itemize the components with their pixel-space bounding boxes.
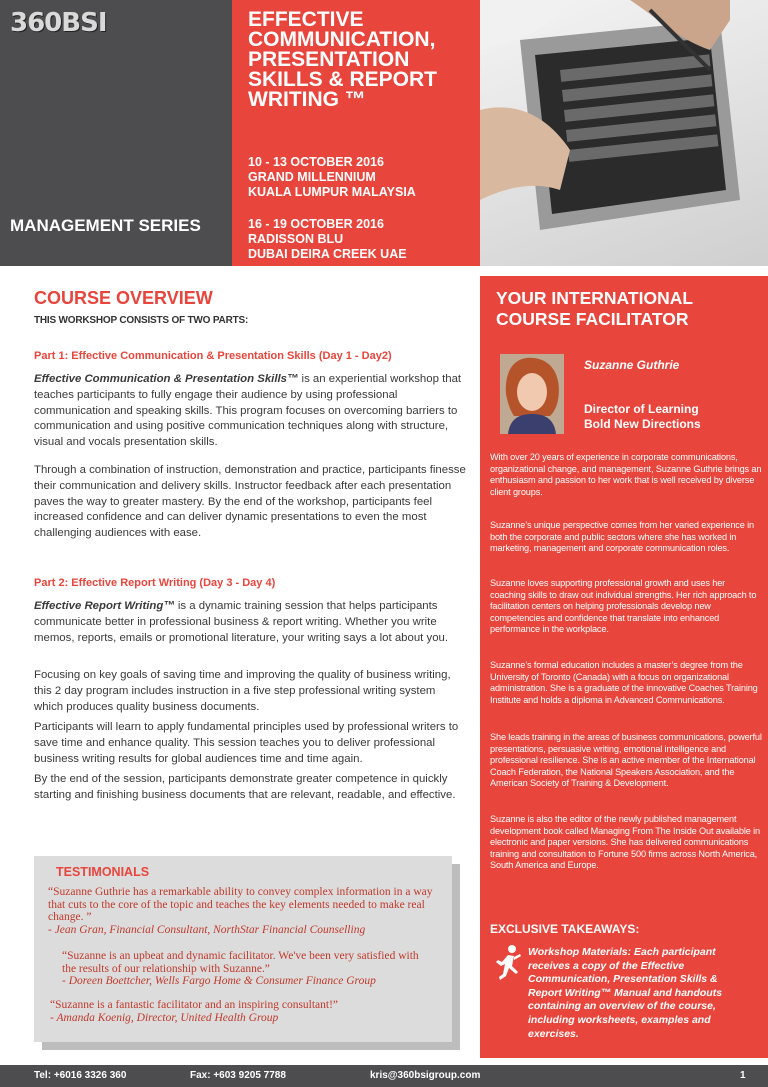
facilitator-role-title: Director of Learning <box>584 402 699 416</box>
series-label: MANAGEMENT SERIES <box>10 216 201 235</box>
bio-paragraph: Suzanne loves supporting professional growth and uses her coaching skills to draw out individual strengths. Her rich approach to facilitation centers on helping professionals develop new competencies and confidence that translate into enhanced performance in the workplace. <box>490 578 757 635</box>
part2-heading: Part 2: Effective Report Writing (Day 3 - Day 4) <box>34 577 276 589</box>
testimonial-2 <box>62 950 434 988</box>
part1-lead: Effective Communication & Presentation Skills™ <box>34 373 299 385</box>
page-number: 1 <box>740 1070 746 1081</box>
facilitator-role <box>584 402 701 432</box>
part2-paragraph-2: Focusing on key goals of saving time and improving the quality of business writing, this 2 day program includes instruction in a five step professional writing system which produces quality business documents. <box>34 669 451 713</box>
running-person-icon <box>492 944 524 984</box>
footer-email[interactable]: kris@360bsigroup.com <box>370 1070 481 1081</box>
part2-text-1: is a dynamic training session that helps participants communicate better in professional business & report writing. Whether you write memos, reports, emails or promotional literature, your writing says a lot about you. <box>34 600 449 644</box>
part1-paragraph-2: Through a combination of instruction, demonstration and practice, participants finesse their communication and delivery skills. Instructor feedback after each presentation paves the way to greater mastery. By the end of the workshop, participants feel increased confidence and can deliver dynamic presentations to even the most challenging audiences with ease. <box>34 464 466 540</box>
testimonial-3-author: - Amanda Koenig, Director, United Health Group <box>50 1011 279 1024</box>
testimonials-box <box>34 856 452 1042</box>
part2-paragraph-3: Participants will learn to apply fundamental principles used by professional writers to save time and enhance quality. This session teaches you to deliver professional business writing results for global audiences time and time again. <box>34 721 459 765</box>
testimonial-3-quote: “Suzanne is a fantastic facilitator and an inspiring consultant!” <box>50 999 339 1011</box>
part2-paragraph-1 <box>34 599 466 646</box>
testimonial-1-quote: “Suzanne Guthrie has a remarkable ability to convey complex information in a way that cuts to the core of the topic and teaches the key elements needed to make real change. ” <box>48 886 433 923</box>
facilitator-name: Suzanne Guthrie <box>584 358 680 372</box>
testimonials-heading: TESTIMONIALS <box>56 865 150 879</box>
facilitator-photo <box>500 354 564 434</box>
brand-logo: 360BSI <box>10 8 107 38</box>
part1-text-1: is an experiential workshop that teaches participants to fully engage their audience by using professional communication and speaking skills. This program focuses on overcoming barriers to communication and using positive communication techniques along with structure, visual and vocals presentation skills. <box>34 373 462 449</box>
testimonial-1 <box>48 886 440 936</box>
testimonial-3 <box>50 999 442 1024</box>
header-title-panel <box>232 0 480 266</box>
facilitator-role-org: Bold New Directions <box>584 417 701 431</box>
venue-dubai-date: 16 - 19 OCTOBER 2016 <box>248 217 384 231</box>
testimonial-2-author: - Doreen Boettcher, Wells Fargo Home & Consumer Finance Group <box>62 975 376 987</box>
header-photo <box>480 0 768 266</box>
venue-kl-city: KUALA LUMPUR MALAYSIA <box>248 185 416 199</box>
bio-paragraph: Suzanne’s unique perspective comes from her varied experience in both the corporate and public sectors where she has worked in marketing, management and corporate communication roles. <box>490 520 754 554</box>
venue-kl-hotel: GRAND MILLENNIUM <box>248 170 376 184</box>
course-title: EFFECTIVE COMMUNICATION, PRESENTATION SKILLS & REPORT WRITING ™ <box>248 8 438 111</box>
footer-bar <box>0 1065 768 1087</box>
takeaways-text: Workshop Materials: Each participant receives a copy of the Effective Communication, Presentation Skills & Report Writing™ Manual and handouts containing an overview of the course, including worksheets, examples and exercises. <box>528 946 723 1040</box>
bio-paragraph: With over 20 years of experience in corporate communications, organizational change, and management, Suzanne Guthrie brings an enthusiasm and passion to her work that is well received by diverse client groups. <box>490 452 762 497</box>
facilitator-heading: YOUR INTERNATIONAL COURSE FACILITATOR <box>496 288 693 329</box>
part2-paragraph-4: By the end of the session, participants demonstrate greater competence in quickly starting and finishing business documents that are relevant, readable, and effective. <box>34 773 456 801</box>
part1-heading: Part 1: Effective Communication & Presentation Skills (Day 1 - Day2) <box>34 350 392 362</box>
testimonial-2-quote: “Suzanne is an upbeat and dynamic facilitator. We've been very satisfied with the results of our relationship with Suzanne.” <box>62 950 419 975</box>
takeaways-heading: EXCLUSIVE TAKEAWAYS: <box>490 922 640 936</box>
footer-fax: Fax: +603 9205 7788 <box>190 1070 286 1081</box>
facilitator-panel <box>480 276 768 1058</box>
venue-block-dubai <box>248 217 407 262</box>
venue-block-kl <box>248 155 416 200</box>
course-overview-heading: COURSE OVERVIEW <box>34 288 213 308</box>
laptop-typing-image <box>480 0 768 266</box>
header-brand-panel <box>0 0 232 266</box>
part2-lead: Effective Report Writing™ <box>34 600 175 612</box>
overview-subtitle: THIS WORKSHOP CONSISTS OF TWO PARTS: <box>34 315 249 326</box>
venue-kl-date: 10 - 13 OCTOBER 2016 <box>248 155 384 169</box>
footer-tel: Tel: +6016 3326 360 <box>34 1070 127 1081</box>
bio-paragraph: She leads training in the areas of business communications, powerful presentations, persuasive writing, emotional intelligence and professional resilience. She is an active member of the International Coach Federation, the National Speakers Association, and the American Society of Training & Development. <box>490 732 762 789</box>
bio-paragraph: Suzanne is also the editor of the newly published management development book called Managing From The Inside Out available in electronic and paper versions. She has delivered communications training and consultation to Fortune 500 firms across North America, South America and Europe. <box>490 814 760 871</box>
bio-paragraph: Suzanne’s formal education includes a master’s degree from the University of Toronto (Canada) with a focus on organizational administration. She is a graduate of the innovative Coaches Training Institute and holds a diploma in Advanced Communications. <box>490 660 758 705</box>
testimonial-1-author: - Jean Gran, Financial Consultant, NorthStar Financial Counselling <box>48 923 366 936</box>
venue-dubai-city: DUBAI DEIRA CREEK UAE <box>248 247 407 261</box>
part1-paragraph-1 <box>34 372 466 451</box>
venue-dubai-hotel: RADISSON BLU <box>248 232 344 246</box>
